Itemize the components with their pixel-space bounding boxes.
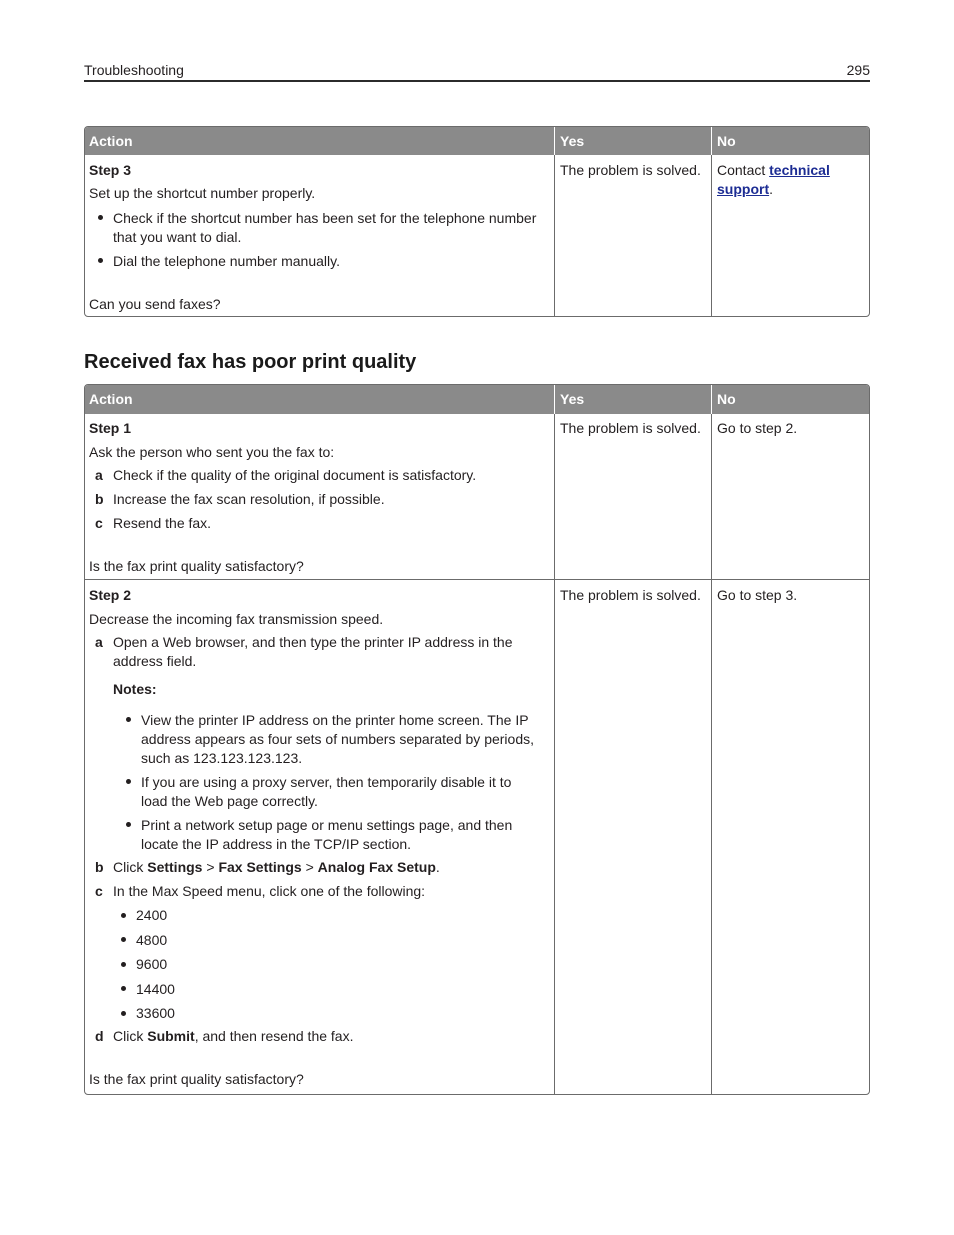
- bullet-item: [89, 252, 554, 271]
- column-header-no: No: [717, 133, 736, 149]
- item-letter: d: [95, 1028, 104, 1044]
- bullet-text-line: Check if the shortcut number has been set for the telephone number: [113, 209, 537, 226]
- speed-option: [89, 931, 554, 950]
- note-text-line: locate the IP address in the TCP/IP section.: [141, 835, 412, 852]
- speed-value: 14400: [136, 980, 175, 997]
- bullet-icon: [121, 913, 126, 918]
- yes-answer: The problem is solved.: [560, 419, 701, 436]
- item-text: Click: [113, 1028, 148, 1044]
- header-rule: [84, 80, 870, 82]
- section-title: Received fax has poor print quality: [84, 351, 417, 373]
- speed-option: [89, 980, 554, 999]
- bullet-icon: [121, 986, 126, 991]
- notes-label: Notes:: [113, 680, 157, 697]
- item-text: In the Max Speed menu, click one of the following:: [113, 882, 426, 899]
- lettered-item: [89, 490, 554, 509]
- bullet-text-line: that you want to dial.: [113, 228, 242, 245]
- item-text: Check if the quality of the original document is satisfactory.: [113, 466, 477, 483]
- speed-value: 9600: [136, 956, 168, 972]
- lettered-item: [89, 514, 554, 533]
- column-header-yes: Yes: [555, 127, 712, 155]
- bullet-icon: [98, 258, 103, 263]
- note-item: [89, 711, 554, 768]
- menu-path-separator: >: [301, 858, 318, 875]
- table-header-row: [85, 385, 869, 414]
- page-number: 295: [846, 62, 870, 78]
- action-cell: [85, 414, 555, 579]
- note-text-line: If you are using a proxy server, then temporarily disable it to: [141, 773, 512, 790]
- action-cell: [85, 580, 555, 1094]
- no-cell: [712, 414, 869, 579]
- submit-label: Submit: [147, 1028, 195, 1044]
- column-header-action: Action: [85, 385, 555, 414]
- no-answer: Go to step 2.: [717, 419, 798, 436]
- table-row-step-1: [85, 414, 869, 580]
- item-text-end: , and then resend the fax.: [194, 1028, 354, 1044]
- note-text-line: load the Web page correctly.: [141, 792, 318, 809]
- item-letter: c: [95, 514, 103, 531]
- menu-path-separator: >: [202, 858, 219, 875]
- column-header-yes: Yes: [555, 385, 712, 414]
- step-label: Step 3: [89, 161, 132, 178]
- lettered-item: [89, 1027, 554, 1046]
- step-instruction: Decrease the incoming fax transmission speed.: [89, 610, 384, 627]
- menu-path-fax-settings: Fax Settings: [218, 858, 302, 875]
- yes-answer: The problem is solved.: [560, 161, 701, 178]
- step-instruction: Set up the shortcut number properly.: [89, 184, 316, 201]
- item-letter: b: [95, 858, 104, 875]
- troubleshooting-table-continued: [84, 126, 870, 317]
- bullet-icon: [121, 1011, 126, 1016]
- no-cell: [712, 580, 869, 1094]
- menu-path-analog-fax-setup: Analog Fax Setup: [317, 858, 436, 875]
- no-answer: Go to step 3.: [717, 586, 798, 603]
- note-text-line: address appears as four sets of numbers separated by periods,: [141, 730, 534, 747]
- step-question: Can you send faxes?: [89, 295, 221, 312]
- table-row-step-3: [85, 155, 869, 316]
- step-label: Step 2: [89, 586, 132, 603]
- no-answer: [717, 161, 865, 199]
- bullet-icon: [126, 779, 131, 784]
- technical-support-link[interactable]: technical support: [717, 161, 830, 197]
- note-text-line: View the printer IP address on the printer home screen. The IP: [141, 711, 529, 728]
- item-text-line: address field.: [113, 652, 197, 669]
- note-item: [89, 816, 554, 854]
- speed-option: [89, 906, 554, 925]
- yes-answer: The problem is solved.: [560, 586, 701, 603]
- speed-value: 2400: [136, 907, 168, 923]
- bullet-icon: [121, 962, 126, 967]
- yes-cell: [555, 414, 712, 579]
- action-cell: [85, 155, 555, 316]
- column-header-no: No: [717, 391, 736, 407]
- table-header-row: [85, 127, 869, 155]
- bullet-icon: [126, 822, 131, 827]
- table-row-step-2: [85, 580, 869, 1094]
- bullet-icon: [98, 215, 103, 220]
- no-answer-prefix: Contact: [717, 161, 770, 178]
- speed-value: 33600: [136, 1005, 175, 1021]
- bullet-text-line: Dial the telephone number manually.: [113, 252, 340, 269]
- column-header-action: Action: [85, 127, 555, 155]
- speed-value: 4800: [136, 931, 168, 948]
- lettered-item: [89, 882, 554, 901]
- yes-cell: [555, 580, 712, 1094]
- item-text-line: Open a Web browser, and then type the printer IP address in the: [113, 633, 513, 650]
- item-letter: c: [95, 882, 103, 899]
- no-answer-suffix: .: [769, 180, 773, 197]
- note-text-line: Print a network setup page or menu settings page, and then: [141, 816, 513, 833]
- item-text: Increase the fax scan resolution, if possible.: [113, 490, 385, 507]
- poor-print-quality-table: [84, 384, 870, 1095]
- lettered-item: [89, 466, 554, 485]
- item-text: Click: [113, 858, 148, 875]
- yes-cell: [555, 155, 712, 316]
- lettered-item: [89, 633, 554, 671]
- item-letter: a: [95, 466, 103, 483]
- step-question: Is the fax print quality satisfactory?: [89, 1071, 304, 1087]
- item-letter: b: [95, 490, 104, 507]
- item-letter: a: [95, 633, 103, 650]
- note-text-line: such as 123.123.123.123.: [141, 749, 303, 766]
- menu-path-settings: Settings: [147, 858, 203, 875]
- no-cell: [712, 155, 869, 316]
- step-instruction: Ask the person who sent you the fax to:: [89, 443, 335, 460]
- bullet-icon: [126, 717, 131, 722]
- item-text: Resend the fax.: [113, 514, 212, 531]
- speed-option: [89, 1004, 554, 1023]
- note-item: [89, 773, 554, 811]
- step-question: Is the fax print quality satisfactory?: [89, 557, 304, 574]
- speed-option: [89, 955, 554, 974]
- lettered-item: [89, 858, 554, 877]
- step-label: Step 1: [89, 419, 132, 436]
- bullet-icon: [121, 937, 126, 942]
- item-text-end: .: [435, 858, 440, 875]
- bullet-item: [89, 209, 554, 247]
- running-header-title: Troubleshooting: [84, 62, 184, 78]
